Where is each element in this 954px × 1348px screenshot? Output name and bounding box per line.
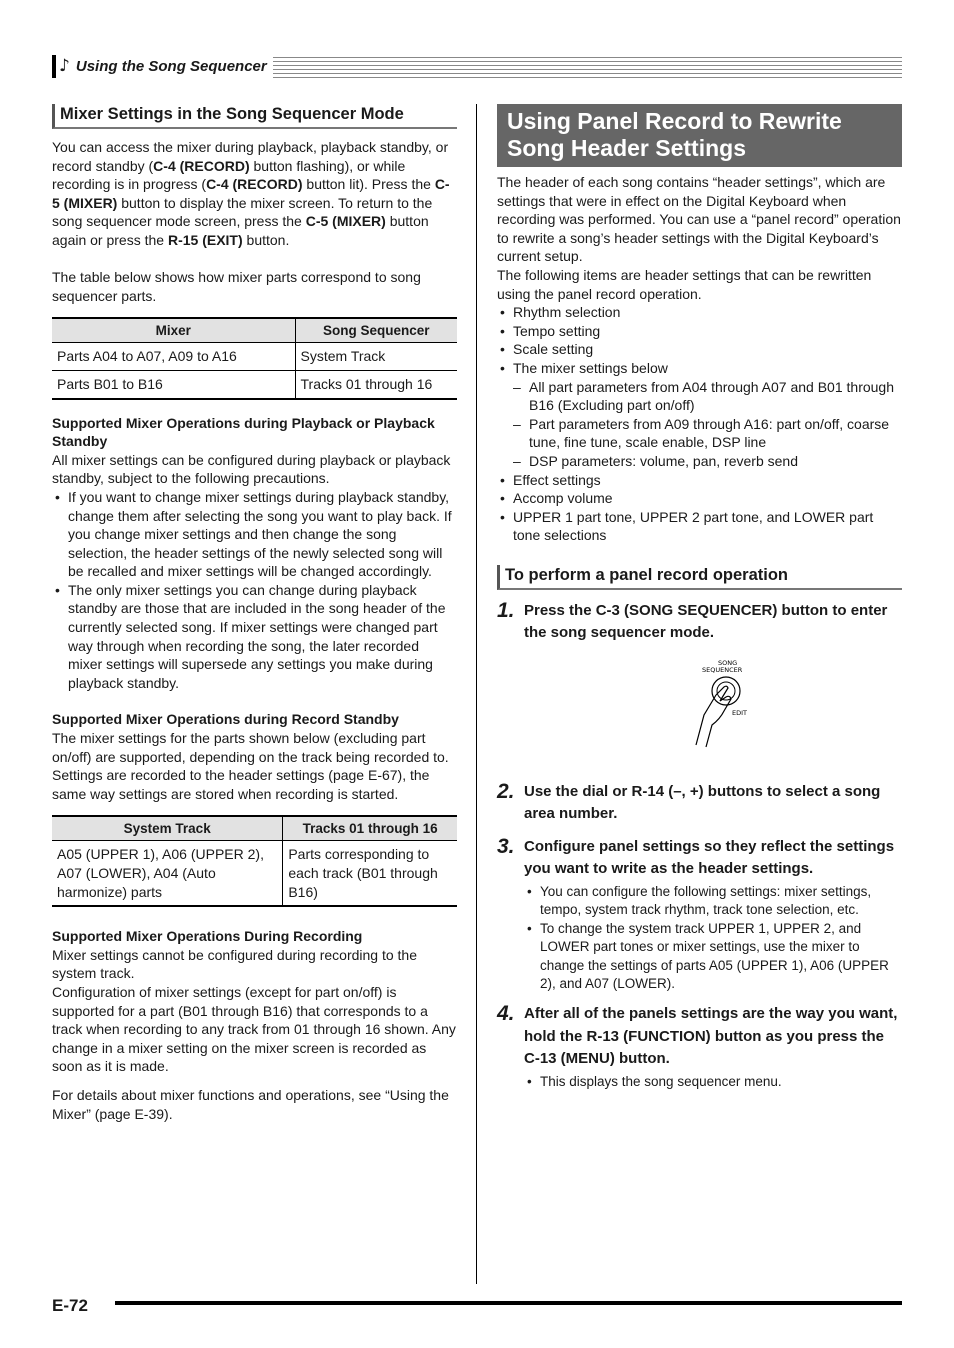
step-body: [524, 836, 902, 993]
record-standby-heading: Supported Mixer Operations during Record Standby: [52, 711, 399, 728]
intro-text-2: button flashing), or while recording is in progress (: [52, 157, 406, 193]
intro-text-6: button.: [242, 231, 290, 248]
running-header-title: Using the Song Sequencer: [75, 58, 267, 75]
song-sequencer-button-illustration: [694, 659, 774, 754]
illus-label-1: SONG: [718, 658, 738, 667]
sublist-item: – All part parameters from A04 through A07 and B01 through B16 (Excluding part on/off): [513, 378, 902, 415]
intro-bold-3: C-5 (MIXER): [52, 176, 450, 211]
sublist-item: – DSP parameters: volume, pan, reverb send: [513, 452, 902, 471]
illus-label-2: SEQUENCER: [702, 665, 743, 674]
intro-bold-2: C-4 (RECORD): [206, 176, 303, 193]
table-header-cell: System Track: [52, 816, 283, 841]
table-cell: A05 (UPPER 1), A06 (UPPER 2), A07 (LOWER), A04 (Auto harmonize) parts: [52, 841, 283, 906]
page-number: E-72: [52, 1296, 88, 1315]
header-bar: [52, 55, 56, 78]
recording-ops-body-1: Mixer settings cannot be configured during recording to the system track.: [52, 946, 417, 982]
recording-ops-body-2: Configuration of mixer settings (except for part on/off) is supported for a part (B01 through B16) that corresponds to a track when recording to any track from 01 through 16 shown. Any change in a mixer setting on the mixer screen is recorded as soon as it is made.: [52, 983, 456, 1075]
mixer-settings-sublist: [513, 378, 902, 471]
mixer-settings-heading: Mixer Settings in the Song Sequencer Mode: [52, 104, 457, 129]
panel-record-heading: Using Panel Record to Rewrite Song Header Settings: [497, 104, 902, 167]
step-1: [497, 600, 902, 771]
list-item: • You can configure the following settings: mixer settings, tempo, system track rhythm, track tone selection, etc.: [524, 883, 902, 920]
step-number: 4.: [497, 1002, 515, 1026]
intro-bold-1: C-4 (RECORD): [153, 157, 250, 174]
list-item: • This displays the song sequencer menu.: [524, 1073, 902, 1091]
playback-ops-list: [52, 488, 457, 693]
sublist-item: – Part parameters from A09 through A16: part on/off, coarse tune, fine tune, scale enable, DSP line: [513, 415, 902, 452]
table-cell: Parts B01 to B16: [52, 370, 295, 398]
list-item: • The only mixer settings you can change during playback standby are those that are included in the song header of the currently selected song. If mixer settings were changed part way through when recording the song, the later recorded mixer settings will supersede any settings you make during playback standby.: [52, 581, 457, 693]
table-header-cell: Mixer: [52, 318, 295, 343]
step-bullets: [524, 883, 902, 993]
step-bullets: [524, 1073, 902, 1091]
intro-text-4: button to display the mixer screen. To return to the song sequencer mode screen, press the: [52, 194, 433, 230]
running-header: [52, 55, 902, 80]
table-row: [52, 841, 457, 906]
record-standby-table: [52, 815, 457, 907]
step-body: [524, 600, 902, 771]
step-text: Press the C-3 (SONG SEQUENCER) button to enter the song sequencer mode.: [524, 601, 888, 642]
table-header-cell: Song Sequencer: [295, 318, 457, 343]
table-row: [52, 343, 457, 371]
table-cell: Tracks 01 through 16: [295, 370, 457, 398]
intro-text-3: button lit). Press the: [302, 176, 435, 193]
right-column: [497, 104, 902, 1091]
step-3: [497, 836, 902, 993]
list-item: • UPPER 1 part tone, UPPER 2 part tone, and LOWER part tone selections: [497, 508, 902, 545]
table-header-cell: Tracks 01 through 16: [283, 816, 457, 841]
table-cell: Parts A04 to A07, A09 to A16: [52, 343, 295, 371]
step-text: Configure panel settings so they reflect the settings you want to write as the header settings.: [524, 837, 895, 878]
panel-record-subheading: To perform a panel record operation: [497, 565, 902, 590]
list-item: • Effect settings: [497, 471, 902, 490]
footer-rule: [115, 1301, 902, 1305]
mixer-parts-table: [52, 317, 457, 399]
intro-bold-4: C-5 (MIXER): [305, 213, 386, 230]
step-body: [524, 781, 902, 826]
step-number: 3.: [497, 834, 515, 858]
playback-ops-heading: Supported Mixer Operations during Playback or Playback Standby: [52, 414, 435, 450]
pointing-hand-icon: [696, 686, 731, 747]
header-settings-list: [497, 303, 902, 545]
list-item: • If you want to change mixer settings during playback standby, change them after selecting the song you want to play back. If you change mixer settings and then change the song selection, the header settings of the newly selected song will be recalled and mixer settings will be changed accordingly.: [52, 488, 457, 581]
playback-ops-body: All mixer settings can be configured during playback or playback standby, subject to the following precautions.: [52, 451, 451, 487]
list-item: • Tempo setting: [497, 322, 902, 341]
step-2: [497, 781, 902, 826]
panel-record-intro-2: The following items are header settings that can be rewritten using the panel record operation.: [497, 266, 872, 302]
details-reference: For details about mixer functions and operations, see “Using the Mixer” (page E-39).: [52, 1086, 449, 1122]
intro-text-1: You can access the mixer during playback, playback standby, or record standby (: [52, 139, 449, 174]
list-item: • Rhythm selection: [497, 303, 902, 322]
step-number: 1.: [497, 598, 515, 622]
table-intro: The table below shows how mixer parts correspond to song sequencer parts.: [52, 269, 421, 304]
list-item: • Scale setting: [497, 340, 902, 359]
column-divider: [476, 104, 477, 1284]
mixer-intro-paragraph: [52, 138, 457, 250]
step-text: Use the dial or R-14 (–, +) buttons to select a song area number.: [524, 782, 881, 823]
table-header-row: [52, 318, 457, 343]
recording-ops-heading: Supported Mixer Operations During Recording: [52, 928, 363, 945]
step-4: [497, 1003, 902, 1091]
step-number: 2.: [497, 779, 515, 803]
eighth-note-icon: ♪: [59, 56, 70, 76]
list-item: [497, 359, 902, 471]
table-row: [52, 370, 457, 398]
table-cell: Parts corresponding to each track (B01 through B16): [283, 841, 457, 906]
table-cell: System Track: [295, 343, 457, 371]
table-header-row: [52, 816, 457, 841]
intro-bold-5: R-15 (EXIT): [167, 231, 243, 248]
running-header-label: [52, 55, 273, 78]
step-body: [524, 1003, 902, 1091]
list-item: • To change the system track UPPER 1, UPPER 2, and LOWER part tones or mixer settings, use the mixer to change the settings of parts A05 (UPPER 1), A06 (UPPER 2), and A07 (LOWER).: [524, 920, 902, 994]
list-item-text: The mixer settings below: [513, 359, 668, 376]
illus-side-label: EDIT: [732, 708, 747, 717]
intro-text-5: button again or press the: [52, 213, 429, 248]
record-standby-body: The mixer settings for the parts shown below (excluding part on/off) are supported, depending on the track being recorded to. Settings are recorded to the header settings (page E-67), the same way settings are stored when recording is started.: [52, 730, 449, 802]
left-column: [52, 104, 457, 1123]
list-item: • Accomp volume: [497, 489, 902, 508]
step-text: After all of the panels settings are the way you want, hold the R-13 (FUNCTION) button as you press the C-13 (MENU) button.: [524, 1005, 898, 1068]
panel-record-intro-1: The header of each song contains “header settings”, which are settings that were in effect on the Digital Keyboard when recording was performed. You can use a “panel record” operation to rewrite a song’s header settings with the Digital Keyboard’s current setup.: [497, 174, 901, 265]
